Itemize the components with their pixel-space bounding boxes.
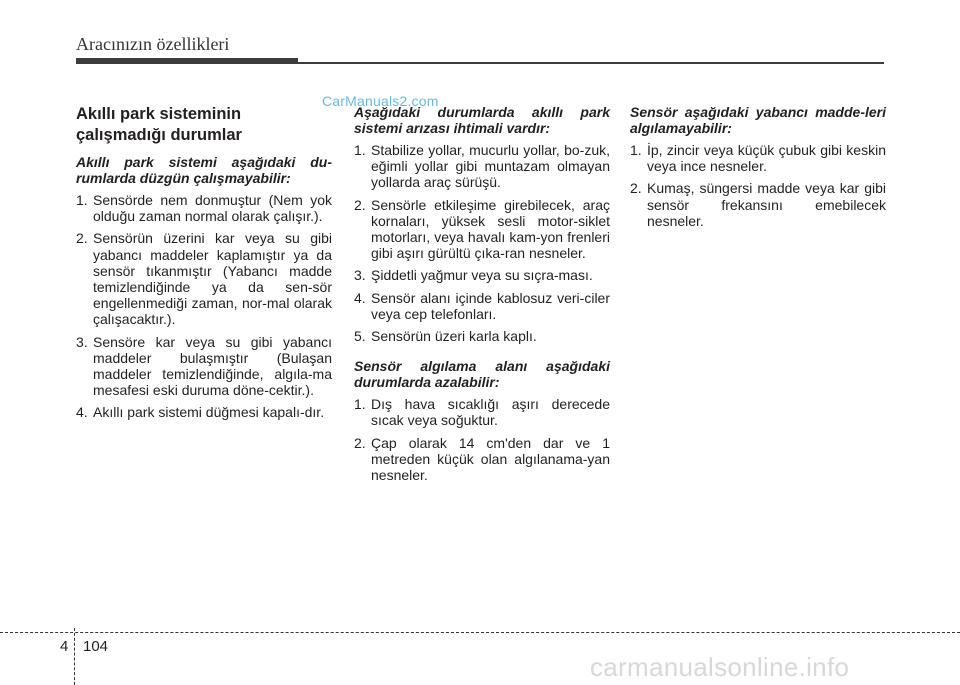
list-item <box>76 334 332 399</box>
numbered-list <box>354 396 610 483</box>
item-number: 1. <box>76 192 88 208</box>
item-number: 1. <box>354 142 366 158</box>
header-rule-thin <box>298 62 884 64</box>
site-watermark: carmanualsonline.info <box>590 652 850 682</box>
list-item <box>354 290 610 322</box>
section-title <box>76 104 332 146</box>
section-header: Aracınızın özellikleri <box>76 34 230 54</box>
section-title-line1: Akıllı park sisteminin <box>76 105 242 123</box>
subheading: Sensör algılama alanı aşağıdaki durumlarda azalabilir: <box>354 358 610 391</box>
item-text: Dış hava sıcaklığı aşırı derecede sıcak veya soğuktur. <box>371 396 610 429</box>
item-text: Sensörle etkileşime girebilecek, araç kornaları, yüksek sesli motor-siklet motorları, veya havalı kam-yon frenleri gibi aşırı gürültü çıka-ran nesneler. <box>371 196 610 262</box>
subheading: Sensör aşağıdaki yabancı madde-leri algılamayabilir: <box>630 104 886 136</box>
numbered-list <box>76 192 332 421</box>
page-number: 104 <box>83 638 109 655</box>
watermark-link[interactable]: CarManuals2.com <box>322 93 439 109</box>
list-item <box>630 180 886 229</box>
item-number: 2. <box>354 196 366 213</box>
item-number: 4. <box>354 289 366 306</box>
column-middle <box>354 104 610 497</box>
item-number: 2. <box>354 434 366 451</box>
list-item <box>354 328 610 344</box>
item-text: Akıllı park sistemi düğmesi kapalı-dır. <box>93 404 325 421</box>
subheading: Akıllı park sistemi aşağıdaki du-rumlarda düzgün çalışmayabilir: <box>76 154 332 186</box>
list-item <box>354 197 610 262</box>
list-item <box>354 267 610 283</box>
footer-rule <box>0 632 960 633</box>
item-number: 3. <box>354 267 366 284</box>
column-left <box>76 104 332 435</box>
list-item <box>76 404 332 420</box>
numbered-list <box>354 142 610 344</box>
item-number: 1. <box>354 396 366 413</box>
item-number: 2. <box>76 230 88 247</box>
item-text: Sensörde nem donmuştur (Nem yok olduğu zaman normal olarak çalışır.). <box>93 192 332 225</box>
item-text: Stabilize yollar, mucurlu yollar, bo-zuk, eğimli yollar gibi muntazam olmayan yollarda araç sürüşü. <box>371 142 610 191</box>
numbered-list <box>630 142 886 229</box>
list-item <box>354 142 610 191</box>
section-title-line2: çalışmadığı durumlar <box>76 126 242 144</box>
list-item <box>354 396 610 428</box>
item-text: İp, zincir veya küçük çubuk gibi keskin veya ince nesneler. <box>647 142 886 175</box>
item-number: 5. <box>354 328 366 345</box>
subheading: Aşağıdaki durumlarda akıllı park sistemi arızası ihtimali vardır: <box>354 104 610 136</box>
column-right <box>630 104 886 243</box>
chapter-number: 4 <box>60 638 69 655</box>
list-item <box>76 230 332 327</box>
item-number: 1. <box>630 142 642 158</box>
item-text: Sensör alanı içinde kablosuz veri-ciler veya cep telefonları. <box>371 289 610 322</box>
item-text: Sensöre kar veya su gibi yabancı maddeler bulaşmıştır (Bulaşan maddeler temizlendiğinde, algıla-ma mesafesi eski duruma döne-cektir.). <box>93 333 332 399</box>
item-text: Şiddetli yağmur veya su sıçra-ması. <box>371 267 593 284</box>
item-text: Kumaş, süngersi madde veya kar gibi sensör frekansını emebilecek nesneler. <box>647 180 886 229</box>
footer-divider <box>74 628 76 685</box>
item-text: Sensörün üzerini kar veya su gibi yabancı maddeler kaplamıştır ya da sensör tıkanmıştır (Yabancı madde temizlendiğinde ya da sen-sör engellenmediği zaman, nor-mal olarak çalışacaktır.). <box>93 230 332 328</box>
item-text: Sensörün üzeri karla kaplı. <box>371 328 537 345</box>
header-rule-thick <box>76 58 298 64</box>
item-text: Çap olarak 14 cm'den dar ve 1 metreden küçük olan algılanama-yan nesneler. <box>371 434 610 484</box>
item-number: 3. <box>76 333 88 350</box>
list-item <box>76 192 332 224</box>
item-number: 4. <box>76 404 88 421</box>
list-item <box>630 142 886 174</box>
item-number: 2. <box>630 180 642 197</box>
list-item <box>354 435 610 484</box>
